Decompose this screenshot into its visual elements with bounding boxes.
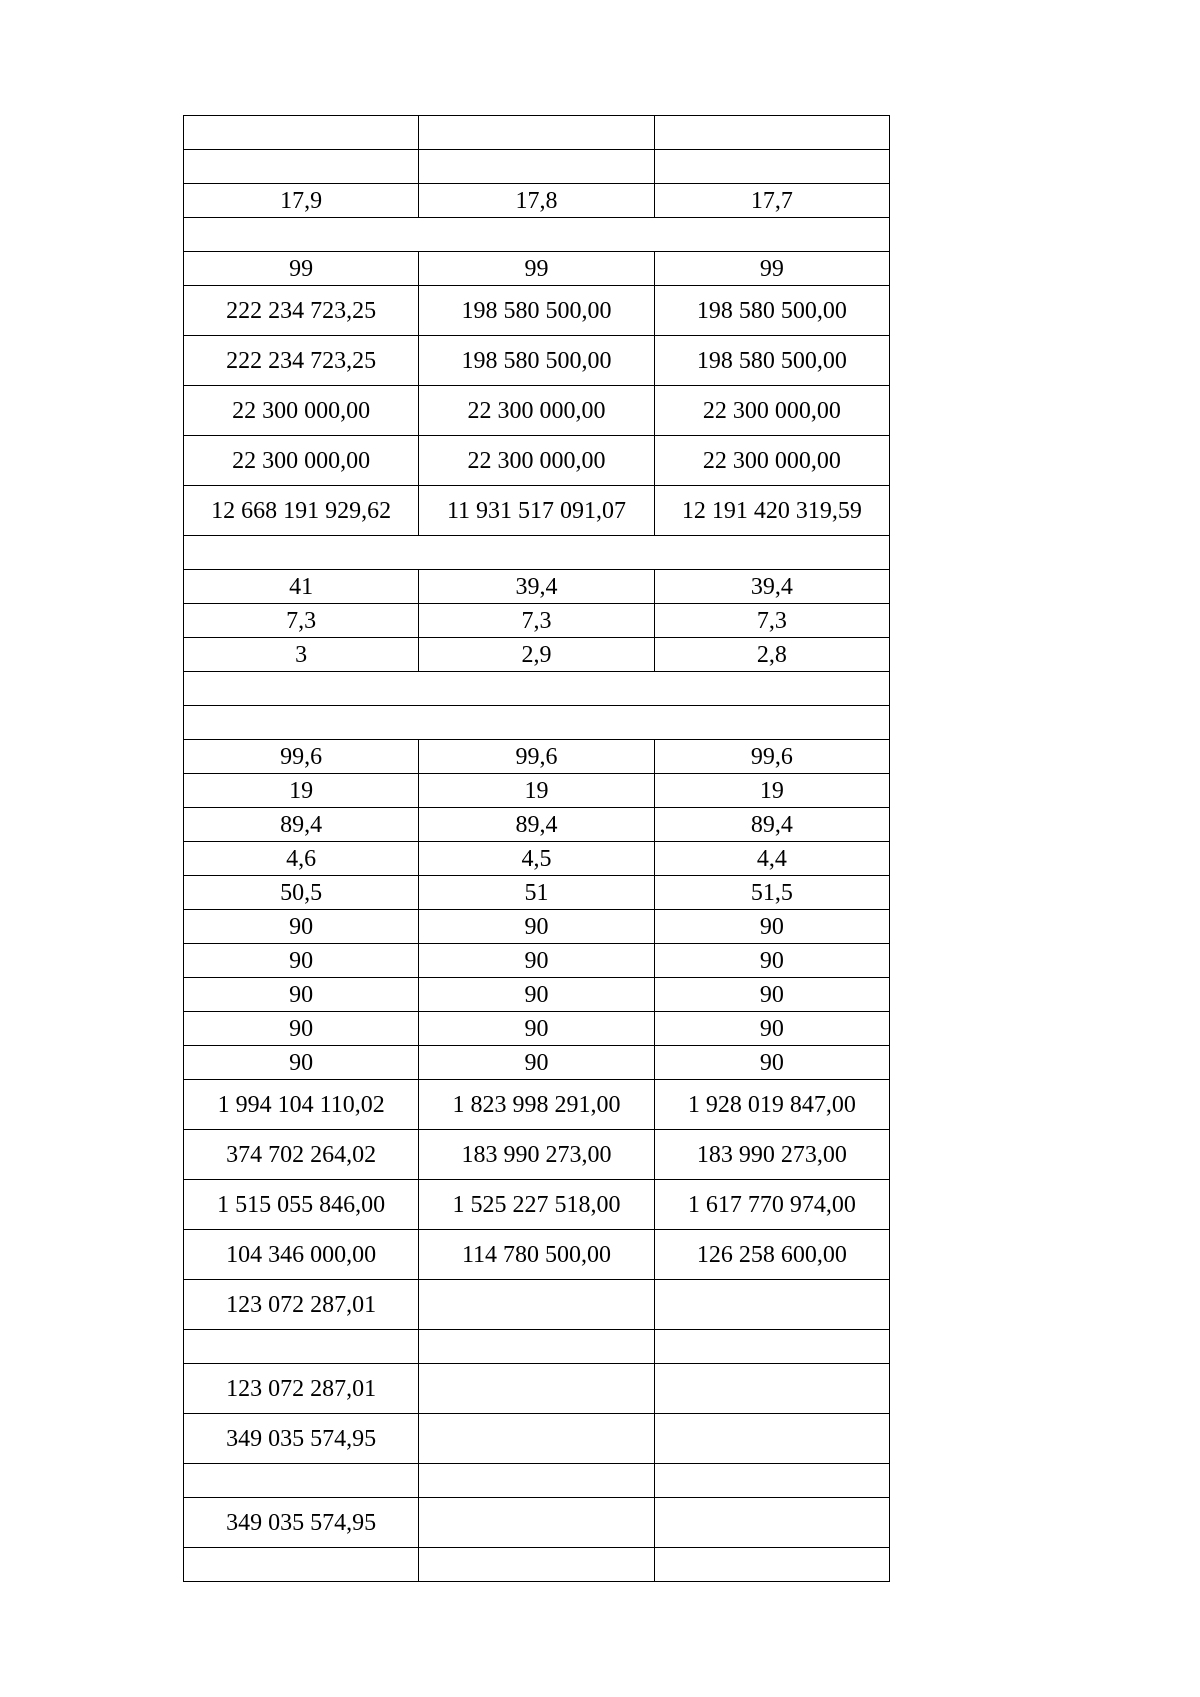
table-cell-col3: 90	[654, 978, 889, 1012]
table-cell-col1: 3	[184, 638, 419, 672]
table-cell-col1: 4,6	[184, 842, 419, 876]
table-row	[184, 536, 890, 570]
table-cell-col1	[184, 150, 419, 184]
table-cell-col1: 90	[184, 1012, 419, 1046]
table-cell-col1: 222 234 723,25	[184, 286, 419, 336]
table-row	[184, 150, 890, 184]
table-cell-col2: 114 780 500,00	[419, 1230, 654, 1280]
table-row	[184, 116, 890, 150]
table-cell-col1: 123 072 287,01	[184, 1280, 419, 1330]
table-row	[184, 570, 890, 604]
table-row	[184, 286, 890, 336]
table-row	[184, 672, 890, 706]
table-cell-col2: 22 300 000,00	[419, 436, 654, 486]
table-cell-col2	[419, 116, 654, 150]
table-cell-col3	[654, 1548, 889, 1582]
table-row	[184, 1046, 890, 1080]
table-row	[184, 436, 890, 486]
table-spanning-cell	[184, 706, 890, 740]
table-row	[184, 910, 890, 944]
table-cell-col1: 90	[184, 978, 419, 1012]
table-spanning-cell	[184, 672, 890, 706]
table-cell-col3: 22 300 000,00	[654, 436, 889, 486]
table-cell-col1: 90	[184, 1046, 419, 1080]
table-cell-col2: 183 990 273,00	[419, 1130, 654, 1180]
table-cell-col1: 90	[184, 944, 419, 978]
table-row	[184, 978, 890, 1012]
table-cell-col2: 198 580 500,00	[419, 336, 654, 386]
table-cell-col2: 89,4	[419, 808, 654, 842]
table-cell-col2: 39,4	[419, 570, 654, 604]
table-cell-col3	[654, 1330, 889, 1364]
table-cell-col3: 126 258 600,00	[654, 1230, 889, 1280]
table-cell-col2: 19	[419, 774, 654, 808]
table-cell-col2: 99,6	[419, 740, 654, 774]
table-cell-col2: 51	[419, 876, 654, 910]
table-body	[184, 116, 890, 1582]
table-row	[184, 1130, 890, 1180]
table-cell-col3: 198 580 500,00	[654, 336, 889, 386]
table-cell-col3: 1 617 770 974,00	[654, 1180, 889, 1230]
table-cell-col1: 1 515 055 846,00	[184, 1180, 419, 1230]
table-cell-col1: 374 702 264,02	[184, 1130, 419, 1180]
table-cell-col3: 12 191 420 319,59	[654, 486, 889, 536]
table-cell-col1: 123 072 287,01	[184, 1364, 419, 1414]
table-cell-col2	[419, 1330, 654, 1364]
table-cell-col2	[419, 1280, 654, 1330]
table-cell-col2: 4,5	[419, 842, 654, 876]
table-cell-col3: 17,7	[654, 184, 889, 218]
table-row	[184, 486, 890, 536]
table-cell-col2: 198 580 500,00	[419, 286, 654, 336]
table-row	[184, 336, 890, 386]
table-row	[184, 184, 890, 218]
table-cell-col3: 4,4	[654, 842, 889, 876]
table-cell-col1: 90	[184, 910, 419, 944]
table-cell-col1	[184, 1330, 419, 1364]
table-cell-col2: 11 931 517 091,07	[419, 486, 654, 536]
table-cell-col2: 90	[419, 944, 654, 978]
table-cell-col3: 198 580 500,00	[654, 286, 889, 336]
table-cell-col3	[654, 1280, 889, 1330]
table-row	[184, 1364, 890, 1414]
table-row	[184, 1180, 890, 1230]
table-row	[184, 842, 890, 876]
data-table	[183, 115, 890, 1582]
table-row	[184, 1414, 890, 1464]
table-cell-col2: 90	[419, 910, 654, 944]
table-row	[184, 1012, 890, 1046]
table-cell-col3: 90	[654, 1046, 889, 1080]
table-spanning-cell	[184, 536, 890, 570]
table-cell-col3: 19	[654, 774, 889, 808]
table-cell-col1: 7,3	[184, 604, 419, 638]
table-cell-col3: 7,3	[654, 604, 889, 638]
table-cell-col3	[654, 116, 889, 150]
table-cell-col1	[184, 1464, 419, 1498]
table-cell-col2: 1 823 998 291,00	[419, 1080, 654, 1130]
table-spanning-cell	[184, 218, 890, 252]
table-cell-col3	[654, 1364, 889, 1414]
table-cell-col3: 99	[654, 252, 889, 286]
table-cell-col1: 349 035 574,95	[184, 1414, 419, 1464]
table-cell-col1: 104 346 000,00	[184, 1230, 419, 1280]
table-cell-col2: 99	[419, 252, 654, 286]
table-cell-col2: 90	[419, 978, 654, 1012]
table-cell-col3	[654, 150, 889, 184]
table-cell-col3: 89,4	[654, 808, 889, 842]
table-cell-col1: 1 994 104 110,02	[184, 1080, 419, 1130]
table-cell-col2: 2,9	[419, 638, 654, 672]
table-row	[184, 1330, 890, 1364]
table-row	[184, 1230, 890, 1280]
table-cell-col1: 349 035 574,95	[184, 1498, 419, 1548]
table-cell-col1: 99	[184, 252, 419, 286]
table-row	[184, 808, 890, 842]
table-row	[184, 1280, 890, 1330]
table-cell-col3: 51,5	[654, 876, 889, 910]
table-row	[184, 706, 890, 740]
table-cell-col2	[419, 1414, 654, 1464]
table-row	[184, 638, 890, 672]
table-row	[184, 218, 890, 252]
table-cell-col3: 90	[654, 944, 889, 978]
table-row	[184, 774, 890, 808]
table-cell-col2: 90	[419, 1046, 654, 1080]
table-cell-col3: 99,6	[654, 740, 889, 774]
table-cell-col2	[419, 1498, 654, 1548]
table-cell-col3: 22 300 000,00	[654, 386, 889, 436]
table-cell-col2	[419, 1464, 654, 1498]
table-cell-col3: 90	[654, 910, 889, 944]
table-row	[184, 604, 890, 638]
table-cell-col1: 19	[184, 774, 419, 808]
table-row	[184, 1464, 890, 1498]
table-cell-col3: 1 928 019 847,00	[654, 1080, 889, 1130]
table-cell-col1: 12 668 191 929,62	[184, 486, 419, 536]
table-row	[184, 876, 890, 910]
table-row	[184, 386, 890, 436]
table-cell-col3: 39,4	[654, 570, 889, 604]
table-cell-col2: 22 300 000,00	[419, 386, 654, 436]
table-cell-col1: 17,9	[184, 184, 419, 218]
table-cell-col1: 50,5	[184, 876, 419, 910]
table-cell-col3	[654, 1498, 889, 1548]
table-cell-col2: 7,3	[419, 604, 654, 638]
table-cell-col2: 90	[419, 1012, 654, 1046]
table-cell-col3	[654, 1414, 889, 1464]
table-cell-col1	[184, 1548, 419, 1582]
table-cell-col1: 99,6	[184, 740, 419, 774]
table-cell-col1: 41	[184, 570, 419, 604]
table-cell-col3: 90	[654, 1012, 889, 1046]
table-cell-col1	[184, 116, 419, 150]
table-cell-col2	[419, 1364, 654, 1414]
table-row	[184, 252, 890, 286]
table-cell-col1: 22 300 000,00	[184, 436, 419, 486]
table-cell-col2	[419, 1548, 654, 1582]
table-cell-col1: 89,4	[184, 808, 419, 842]
table-cell-col3: 183 990 273,00	[654, 1130, 889, 1180]
table-cell-col2: 17,8	[419, 184, 654, 218]
table-row	[184, 1548, 890, 1582]
table-row	[184, 944, 890, 978]
table-cell-col3: 2,8	[654, 638, 889, 672]
table-row	[184, 1080, 890, 1130]
table-cell-col2: 1 525 227 518,00	[419, 1180, 654, 1230]
table-cell-col1: 22 300 000,00	[184, 386, 419, 436]
table-row	[184, 740, 890, 774]
table-cell-col2	[419, 150, 654, 184]
table-row	[184, 1498, 890, 1548]
table-cell-col1: 222 234 723,25	[184, 336, 419, 386]
table-cell-col3	[654, 1464, 889, 1498]
